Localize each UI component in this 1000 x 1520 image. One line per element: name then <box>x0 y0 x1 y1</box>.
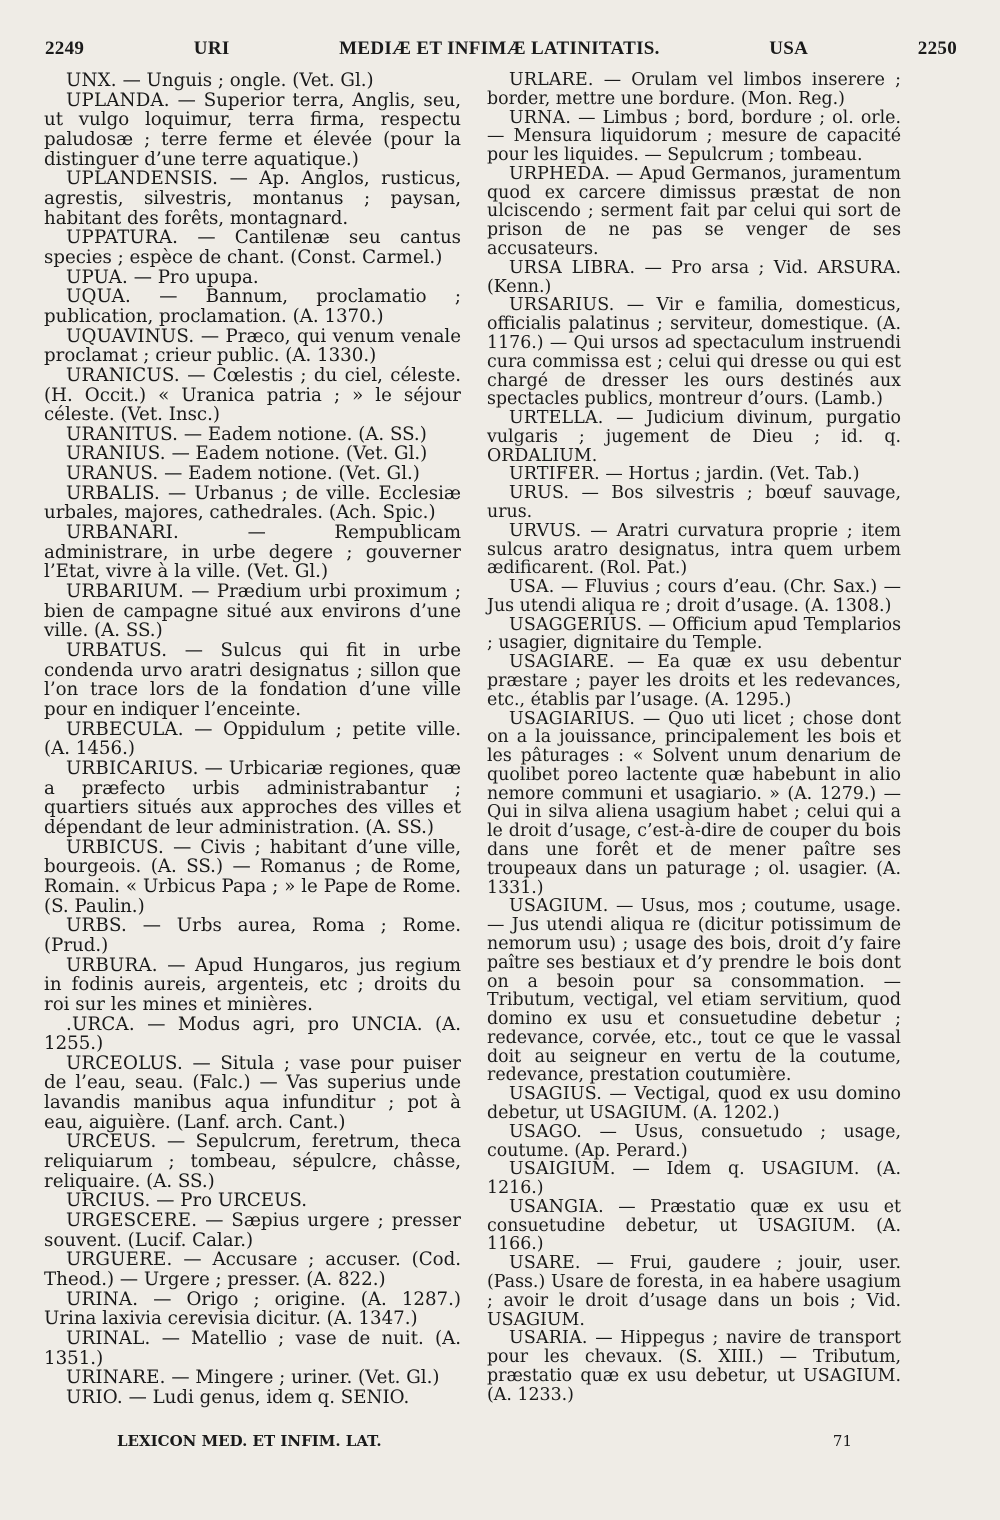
dictionary-entry <box>44 1054 461 1133</box>
dictionary-entry <box>44 759 461 838</box>
dictionary-entry <box>487 484 901 522</box>
entry-definition: — Aratri curvatura proprie ; item sulcus aratro designatus, intra quem urbem ædificarent. (Rol. Pat.) <box>487 520 901 579</box>
dictionary-entry <box>487 1198 901 1254</box>
dictionary-entry <box>44 1388 461 1408</box>
entry-definition: — Usus, mos ; coutume, usage. — Jus utendi aliqua re (dicitur potissimum de nemorum usu) ; usage des bois, droit d’y faire paître ses bestiaux et d’y prendre le bois dont on a besoin pour sa consommation. — Tributum, vectigal, vel etiam servitium, quod domino ex usu et consuetudine debetur ; redevance, corvée, etc., tout ce que le vassal doit au seigneur en vertu de la coutume, redevance, prestation coutumière. <box>487 896 901 1086</box>
entry-definition: — Limbus ; bord, bordure ; ol. orle. — Mensura liquidorum ; mesure de capacité pour les liquides. — Sepulcrum ; tombeau. <box>487 107 901 166</box>
entry-definition: — Prædium urbi proximum ; bien de campagne situé aux environs d’une ville. (A. SS.) <box>44 581 461 642</box>
entry-definition: — Apud Hungaros, jus regium in fodinis aureis, argenteis, etc ; droits du roi sur les mines et minières. <box>44 954 461 1015</box>
dictionary-entry <box>487 465 901 484</box>
dictionary-entry <box>44 838 461 917</box>
entry-definition: — Vectigal, quod ex usu domino debetur, ut USAGIUM. (A. 1202.) <box>487 1084 901 1123</box>
catchword-left: URI <box>193 38 230 59</box>
entry-headword: URBICUS. <box>66 836 165 858</box>
entry-headword: UPPATURA. <box>66 227 179 249</box>
entry-headword: USA. <box>509 577 555 598</box>
dictionary-entry <box>44 1250 461 1289</box>
dictionary-entry <box>44 71 461 91</box>
entry-definition: — Frui, gaudere ; jouir, user. (Pass.) Usare de foresta, in ea habere usagium ; avoir le droit d’usage dans un bois ; Vid. USAGIUM. <box>487 1253 901 1330</box>
page-header <box>45 38 957 60</box>
entry-definition: — Pro URCEUS. <box>150 1190 308 1212</box>
entry-definition: — Bos silvestris ; bœuf sauvage, urus. <box>487 483 901 522</box>
entry-headword: USAGIUM. <box>509 896 609 917</box>
dictionary-entry <box>44 366 461 425</box>
dictionary-entry <box>44 464 461 484</box>
dictionary-entry <box>487 897 901 1085</box>
dictionary-entry <box>44 425 461 445</box>
entry-headword: URANITUS. <box>66 423 179 445</box>
entry-definition: — Accusare ; accuser. (Cod. Theod.) — Urgere ; presser. (A. 822.) <box>44 1249 461 1291</box>
page-number-right: 2250 <box>917 38 957 59</box>
entry-headword: USANGIA. <box>509 1196 604 1217</box>
entry-headword: URBICARIUS. <box>66 757 199 779</box>
dictionary-entry <box>487 578 901 616</box>
dictionary-entry <box>487 1160 901 1198</box>
entry-definition: — Modus agri, pro UNCIA. (A. 1255.) <box>44 1013 461 1055</box>
entry-definition: — Sæpius urgere ; presser souvent. (Lucif. Calar.) <box>44 1210 461 1251</box>
entry-headword: URBATUS. <box>66 640 168 662</box>
entry-headword: UPUA. <box>66 266 128 288</box>
entry-definition: — Sulcus qui fit in urbe condenda urvo aratri designatus ; sillon que l’on trace lors de la fondation d’une ville pour en indiquer l’enceinte. <box>44 640 461 720</box>
entry-definition: — Rempublicam administrare, in urbe degere ; gouverner l’Etat, vivre à la ville. (Vet. Gl.) <box>44 522 461 583</box>
entry-definition: — Cantilenæ seu cantus species ; espèce de chant. (Const. Carmel.) <box>44 227 461 268</box>
dictionary-entry <box>44 327 461 366</box>
entry-definition: — Mingere ; uriner. (Vet. Gl.) <box>165 1367 440 1389</box>
dictionary-entry <box>44 1211 461 1250</box>
entry-definition: — Hippegus ; navire de transport pour les chevaux. (S. XIII.) — Tributum, præstatio quæ ex usu debetur, ut USAGIUM. (A. 1233.) <box>487 1328 901 1405</box>
dictionary-entry <box>487 710 901 898</box>
entry-definition: — Sepulcrum, feretrum, theca reliquiarum ; tombeau, sépulcre, châsse, reliquaire. (A. SS.) <box>44 1131 461 1192</box>
entry-definition: — Vir e familia, domesticus, officialis palatinus ; serviteur, domestique. (A. 1176.) — Qui ursos ad spectaculum instruendi cura commissa est ; celui qui dresse ou qui est chargé de dresser les ours destinés aux spectacles publics, montreur d’ours. (Lamb.) <box>487 295 901 410</box>
entry-definition: — Oppidulum ; petite ville. (A. 1456.) <box>44 718 461 760</box>
footer-signature: LEXICON MED. ET INFIM. LAT. <box>117 1432 382 1450</box>
entry-definition: — Situla ; vase pour puiser de l’eau, seau. (Falc.) — Vas superius unde lavandis manibus aqua infunditur ; pot à eau, aiguière. (Lanf. arch. Cant.) <box>44 1052 461 1133</box>
entry-headword: USAGIUS. <box>509 1084 602 1105</box>
dictionary-entry <box>44 641 461 720</box>
dictionary-entry <box>44 91 461 170</box>
entry-headword: USAIGIUM. <box>509 1159 616 1180</box>
entry-definition: — Officium apud Templarios ; usagier, dignitaire du Temple. <box>487 614 901 654</box>
page-footer <box>117 1432 852 1450</box>
entry-definition: — Eadem notione. (A. SS.) <box>178 423 427 445</box>
entry-definition: — Orulam vel limbos inserere ; border, mettre une bordure. (Mon. Reg.) <box>487 70 901 109</box>
entry-headword: URCEUS. <box>66 1131 157 1153</box>
entry-definition: — Matellio ; vase de nuit. (A. 1351.) <box>44 1328 461 1369</box>
entry-headword: URBECULA. <box>66 718 184 740</box>
dictionary-entry <box>44 1368 461 1388</box>
entry-definition: — Superior terra, Anglis, seu, ut vulgo loquimur, terra firma, respectu paludosæ ; terre ferme et élevée (pour la distinguer d’une terre aquatique.) <box>44 89 461 170</box>
dictionary-entry <box>44 268 461 288</box>
entry-definition: — Quo uti licet ; chose dont on a la jouissance, principalement les bois et les pâturages : « Solvent unum denarium de quolibet poreo lactente quæ habebunt in alio nemore communi et usagiario. » (A. 1279.) — Qui in silva aliena usagium habet ; celui qui a le droit d’usage, c’est-à-dire de couper du bois dans une forêt et de mener paître ses troupeaux dans un paturage ; ol. usagier. (A. 1331.) <box>487 708 901 898</box>
entry-definition: — Apud Germanos, juramentum quod ex carcere dimissus præstat de non ulciscendo ; serment fait par celui qui sort de prison de ne pas se venger de ses accusateurs. <box>487 163 901 260</box>
entry-definition: — Urbanus ; de ville. Ecclesiæ urbales, majores, cathedrales. (Ach. Spic.) <box>44 482 461 524</box>
entry-headword: URBURA. <box>66 954 158 976</box>
catchword-right: USA <box>769 38 809 59</box>
entry-headword: URIO. <box>66 1386 123 1408</box>
dictionary-entry <box>44 916 461 955</box>
entry-headword: URPHEDA. <box>509 163 610 184</box>
entry-headword: UNX. <box>66 70 117 91</box>
entry-definition: — Præstatio quæ ex usu et consuetudine debetur, ut USAGIUM. (A. 1166.) <box>487 1196 901 1255</box>
entry-headword: USAGO. <box>509 1121 582 1142</box>
dictionary-entry <box>44 484 461 523</box>
dictionary-entry <box>44 720 461 759</box>
entry-definition: — Ap. Anglos, rusticus, agrestis, silvestris, montanus ; paysan, habitant des forêts, montagnard. <box>44 168 461 229</box>
running-title: MEDIÆ ET INFIMÆ LATINITATIS. <box>339 38 660 59</box>
entry-definition: — Pro arsa ; Vid. ARSURA. (Kenn.) <box>487 257 901 297</box>
dictionary-entry <box>44 1191 461 1211</box>
entry-definition: — Urbicariæ regiones, quæ a præfecto urbis administrabantur ; quartiers situés aux approches des villes et dépendant de leur administration. (A. SS.) <box>44 757 461 838</box>
entry-headword: URANICUS. <box>66 364 180 386</box>
dictionary-entry <box>44 287 461 326</box>
entry-headword: URBALIS. <box>66 482 160 504</box>
entry-headword: UPLANDA. <box>66 89 170 111</box>
entry-headword: URTELLA. <box>509 408 604 429</box>
entry-headword: USARIA. <box>509 1328 588 1349</box>
entry-definition: — Præco, qui venum venale proclamat ; crieur public. (A. 1330.) <box>44 325 461 367</box>
entry-headword: UPLANDENSIS. <box>66 168 219 190</box>
dictionary-entry <box>487 616 901 654</box>
dictionary-entry <box>44 1015 461 1054</box>
dictionary-entry <box>487 296 901 409</box>
entry-headword: URSARIUS. <box>509 295 615 316</box>
dictionary-entry <box>44 1329 461 1368</box>
entry-headword: UQUA. <box>66 286 131 308</box>
entry-headword: URSA LIBRA. <box>509 257 636 278</box>
entry-definition: — Judicium divinum, purgatio vulgaris ; jugement de Dieu ; id. q. ORDALIUM. <box>487 408 901 466</box>
dictionary-entry <box>487 1254 901 1329</box>
dictionary-entry <box>44 956 461 1015</box>
dictionary-entry <box>44 1290 461 1329</box>
dictionary-entry <box>487 409 901 465</box>
entry-headword: URBS. <box>66 915 127 937</box>
dictionary-entry <box>487 522 901 578</box>
dictionary-entry <box>44 444 461 464</box>
entry-headword: URINARE. <box>66 1367 166 1389</box>
entry-headword: .URCA. <box>66 1013 135 1035</box>
entry-definition: — Eadem notione. (Vet. Gl.) <box>158 463 420 485</box>
entry-headword: URCIUS. <box>66 1190 151 1212</box>
entry-definition: — Cœlestis ; du ciel, céleste. (H. Occit.) « Uranica patria ; » le séjour céleste. (Vet. Insc.) <box>44 364 461 426</box>
entry-headword: UQUAVINUS. <box>66 325 195 347</box>
entry-headword: URANUS. <box>66 463 159 485</box>
dictionary-entry <box>44 523 461 582</box>
entry-definition: — Bannum, proclamatio ; publication, proclamation. (A. 1370.) <box>44 286 461 327</box>
dictionary-entry <box>44 582 461 641</box>
entry-headword: USAGIARE. <box>509 652 615 673</box>
entry-definition: — Hortus ; jardin. (Vet. Tab.) <box>599 464 860 485</box>
entry-headword: URBANARI. <box>66 522 180 544</box>
entry-headword: URTIFER. <box>509 464 600 485</box>
entry-headword: URGESCERE. <box>66 1210 198 1232</box>
right-column <box>487 71 901 1404</box>
entry-headword: URINAL. <box>66 1328 151 1349</box>
entry-definition: — Origo ; origine. (A. 1287.) Urina laxivia cerevisia dicitur. (A. 1347.) <box>44 1288 461 1330</box>
entry-headword: URVUS. <box>509 520 582 541</box>
entry-definition: — Eadem notione. (Vet. Gl.) <box>165 443 428 465</box>
dictionary-entry <box>44 169 461 228</box>
entry-definition: — Unguis ; ongle. (Vet. Gl.) <box>116 70 374 91</box>
dictionary-entry <box>487 1085 901 1123</box>
entry-headword: URANIUS. <box>66 443 166 465</box>
dictionary-entry <box>44 228 461 267</box>
entry-headword: USAGGERIUS. <box>509 614 643 635</box>
entry-definition: — Ea quæ ex usu debentur præstare ; payer les droits et les redevances, etc., établis par l’usage. (A. 1295.) <box>487 652 901 710</box>
dictionary-entry <box>44 1132 461 1191</box>
entry-headword: URGUERE. <box>66 1249 173 1271</box>
entry-definition: — Ludi genus, idem q. SENIO. <box>122 1386 410 1408</box>
entry-headword: URLARE. <box>509 70 594 90</box>
entry-headword: URCEOLUS. <box>66 1052 183 1074</box>
entry-headword: URNA. <box>509 107 572 128</box>
left-column <box>44 71 461 1408</box>
entry-definition: — Pro upupa. <box>127 266 259 288</box>
entry-definition: — Usus, consuetudo ; usage, coutume. (Ap. Perard.) <box>487 1121 901 1161</box>
dictionary-entry <box>487 259 901 297</box>
entry-headword: URBARIUM. <box>66 581 184 603</box>
entry-definition: — Urbs aurea, Roma ; Rome. (Prud.) <box>44 915 461 956</box>
footer-sheet-number: 71 <box>832 1432 852 1450</box>
entry-definition: — Idem q. USAGIUM. (A. 1216.) <box>487 1159 901 1199</box>
dictionary-entry <box>487 165 901 259</box>
entry-headword: USARE. <box>509 1253 581 1274</box>
entry-headword: USAGIARIUS. <box>509 708 636 729</box>
dictionary-entry <box>487 653 901 709</box>
entry-headword: URUS. <box>509 483 570 504</box>
dictionary-entry <box>487 1329 901 1404</box>
dictionary-entry <box>487 71 901 109</box>
entry-definition: — Fluvius ; cours d’eau. (Chr. Sax.) — Jus utendi aliqua re ; droit d’usage. (A. 1308.) <box>487 577 901 616</box>
entry-headword: URINA. <box>66 1288 139 1310</box>
dictionary-entry <box>487 109 901 165</box>
page-number-left: 2249 <box>45 38 85 59</box>
entry-definition: — Civis ; habitant d’une ville, bourgeois. (A. SS.) — Romanus ; de Rome, Romain. « Urbicus Papa ; » le Pape de Rome. (S. Paulin.) <box>44 836 461 917</box>
dictionary-entry <box>487 1123 901 1161</box>
